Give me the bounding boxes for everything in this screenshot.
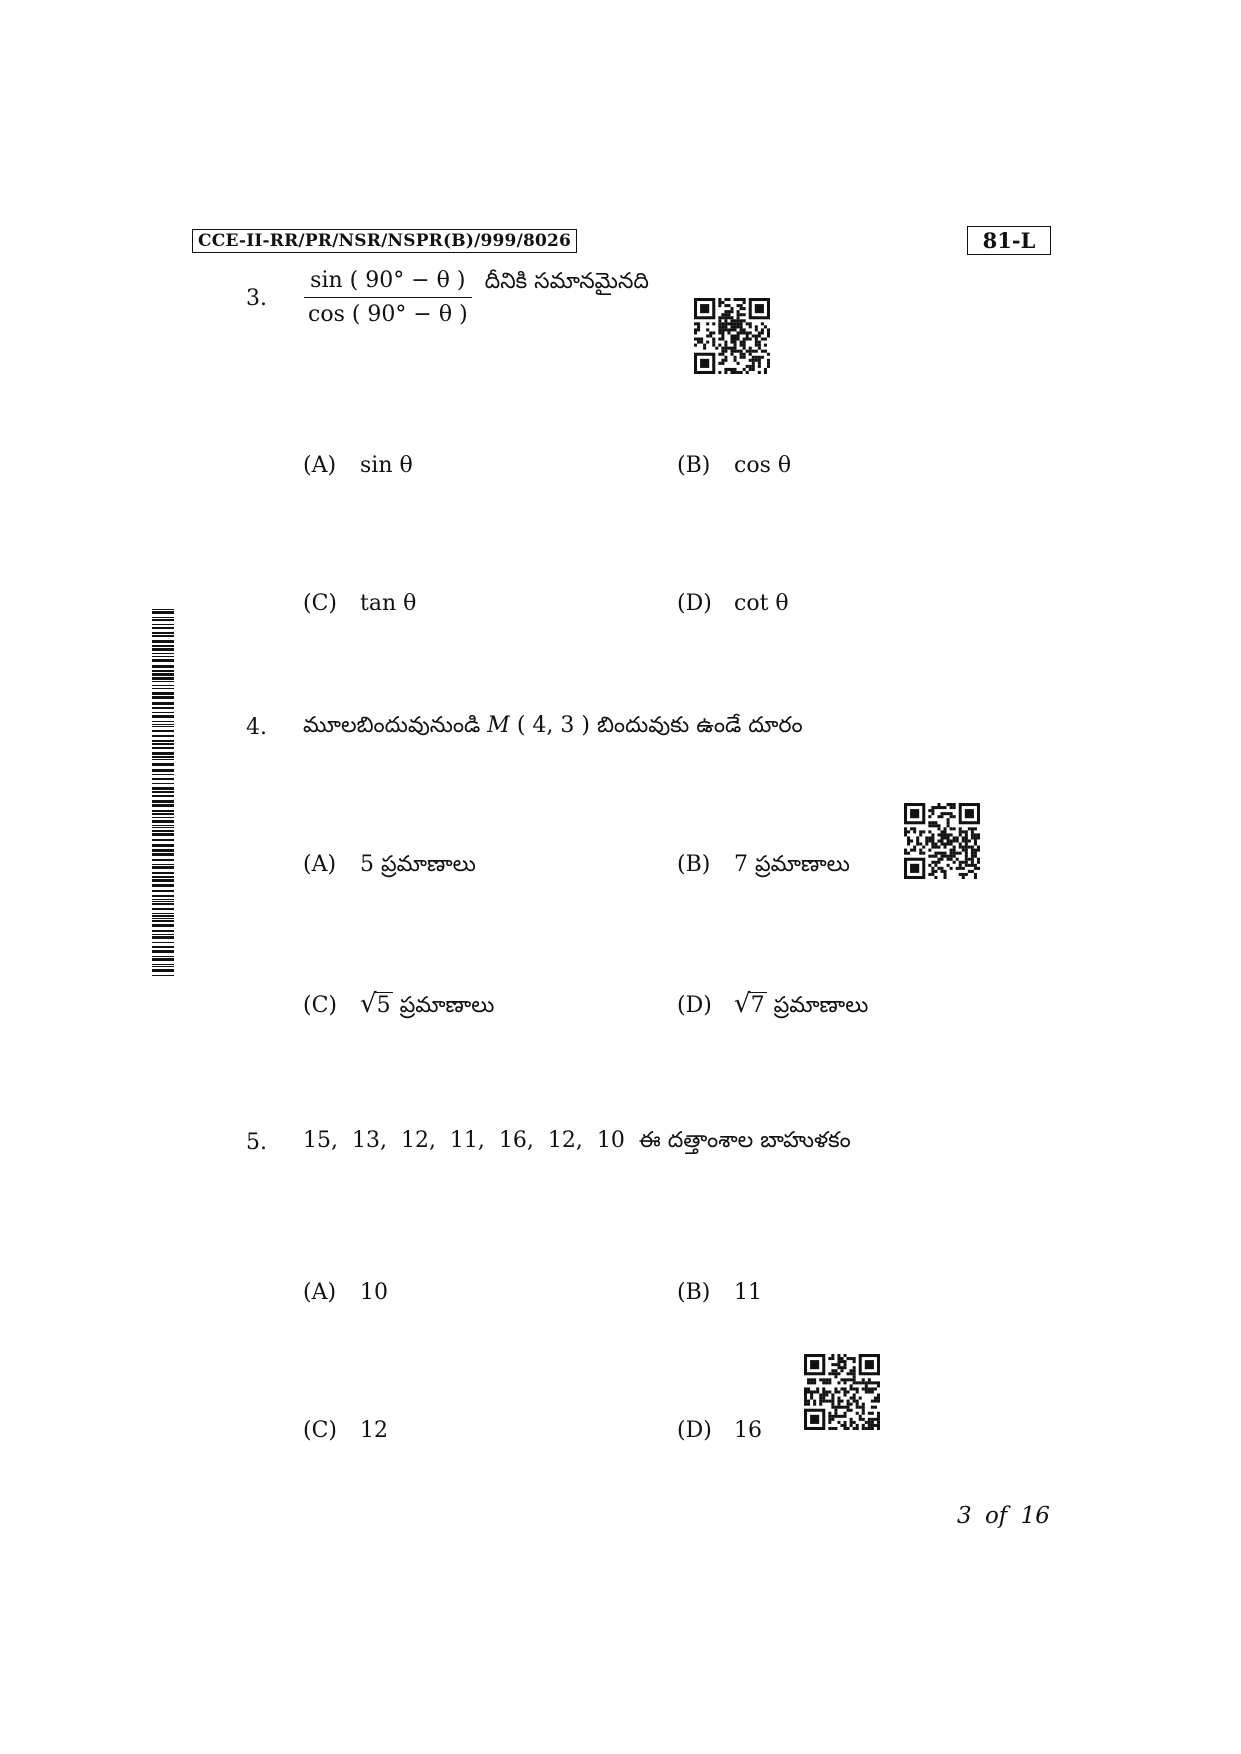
option-text: 16 xyxy=(734,1418,762,1443)
option-label: (D) xyxy=(677,1418,712,1443)
qr-code-icon xyxy=(804,1354,880,1430)
option-4a xyxy=(303,852,476,882)
page-number: 3 of 16 xyxy=(957,1503,1050,1529)
option-4c xyxy=(303,989,494,1023)
option-3a xyxy=(303,453,413,478)
option-unit: ప్రమాణాలు xyxy=(381,852,476,877)
question-4-text-before: మూలబిందువునుండి xyxy=(303,713,481,738)
set-code: 81-L xyxy=(967,226,1051,255)
sqrt-symbol: √ xyxy=(734,989,751,1019)
fraction-numerator: sin ( 90° − θ ) xyxy=(304,268,472,298)
option-label: (D) xyxy=(677,591,712,616)
question-5-text: ఈ దత్తాంశాల బాహుళకం xyxy=(638,1128,851,1153)
option-text: sin θ xyxy=(360,453,413,478)
option-label: (B) xyxy=(677,852,711,877)
option-unit: ప్రమాణాలు xyxy=(755,852,850,877)
question-4-text-after: బిందువుకు ఉండే దూరం xyxy=(596,713,803,738)
option-label: (A) xyxy=(303,1280,337,1305)
point-coords: ( 4, 3 ) xyxy=(516,713,590,738)
booklet-code: CCE-II-RR/PR/NSR/NSPR(B)/999/8026 xyxy=(192,229,577,253)
question-5-number: 5. xyxy=(246,1130,267,1155)
qr-code-icon xyxy=(904,803,980,879)
question-5-stem xyxy=(303,1128,851,1158)
option-label: (C) xyxy=(303,993,337,1018)
fraction xyxy=(304,268,472,327)
question-4-stem xyxy=(303,713,803,743)
option-label: (D) xyxy=(677,993,712,1018)
option-4d xyxy=(677,989,868,1023)
barcode-icon xyxy=(152,609,174,977)
option-unit: ప్రమాణాలు xyxy=(399,993,495,1018)
option-text: 11 xyxy=(734,1280,762,1305)
option-3c xyxy=(303,591,416,616)
data-values: 15, 13, 12, 11, 16, 12, 10 xyxy=(303,1128,625,1153)
option-5d xyxy=(677,1418,762,1443)
option-text: tan θ xyxy=(360,591,417,616)
option-radicand: 7 xyxy=(750,993,765,1018)
option-3d xyxy=(677,591,789,616)
option-label: (A) xyxy=(303,852,337,877)
option-label: (C) xyxy=(303,591,337,616)
option-label: (C) xyxy=(303,1418,337,1443)
option-text: cos θ xyxy=(734,453,792,478)
sqrt-symbol: √ xyxy=(360,989,377,1019)
option-5a xyxy=(303,1280,388,1305)
option-4b xyxy=(677,852,850,882)
option-text: 12 xyxy=(360,1418,388,1443)
option-radicand: 5 xyxy=(376,993,391,1018)
option-value: 5 xyxy=(360,852,374,877)
option-label: (B) xyxy=(677,1280,711,1305)
question-3-number: 3. xyxy=(246,286,267,311)
option-label: (B) xyxy=(677,453,711,478)
question-4-number: 4. xyxy=(246,715,267,740)
qr-code-icon xyxy=(694,298,770,374)
option-3b xyxy=(677,453,791,478)
option-5b xyxy=(677,1280,762,1305)
option-label: (A) xyxy=(303,453,337,478)
option-text: 10 xyxy=(360,1280,388,1305)
question-3-text: దీనికి సమానమైనది xyxy=(484,268,649,294)
point-label: M xyxy=(487,713,510,738)
option-text: cot θ xyxy=(734,591,789,616)
question-3-stem xyxy=(304,268,649,327)
fraction-denominator: cos ( 90° − θ ) xyxy=(308,302,468,327)
option-value: 7 xyxy=(734,852,748,877)
option-unit: ప్రమాణాలు xyxy=(773,993,869,1018)
option-5c xyxy=(303,1418,388,1443)
